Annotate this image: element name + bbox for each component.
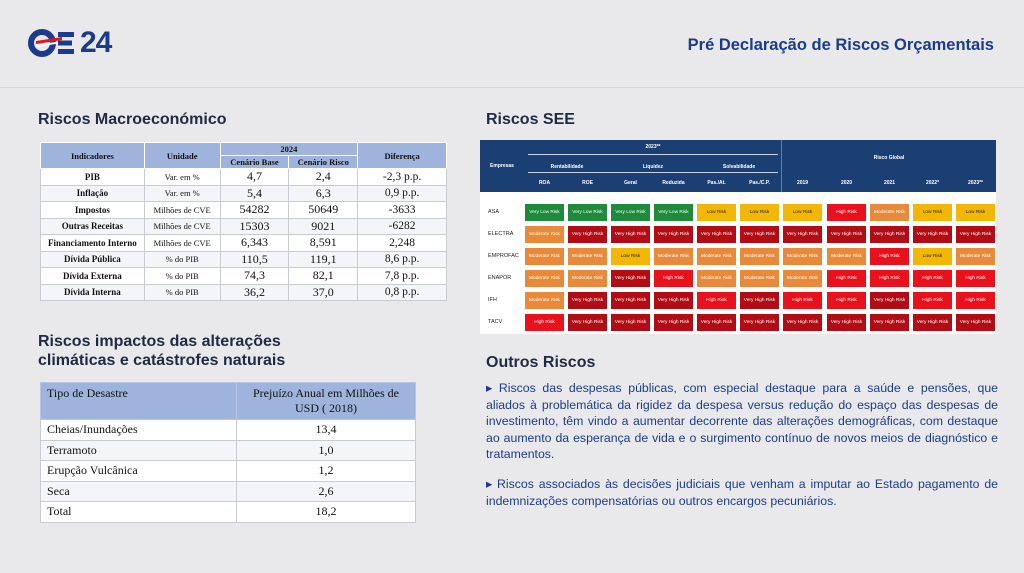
header-indicadores: Indicadores [41,143,145,169]
macro-risk-cell: 37,0 [289,284,358,301]
macro-indicator-cell: Dívida Pública [41,251,145,268]
see-risk-cell: Moderate Risk [782,247,823,266]
see-risk-cell: High Risk [955,269,996,288]
header-liquidez: Liquidez [642,164,664,170]
macro-indicator-cell: Impostos [41,202,145,219]
climate-title-line2: climáticas e catástrofes naturais [38,352,286,369]
macro-base-cell: 36,2 [220,284,289,301]
oe24-logo[interactable] [28,26,111,60]
see-risk-cell: Very Low Risk [567,203,608,222]
see-table-header [480,140,996,192]
disaster-table-row [41,440,416,461]
see-risk-cell: Very High Risk [653,291,694,310]
see-risk-cell: Very High Risk [567,225,608,244]
see-risk-cell: Very High Risk [653,313,694,332]
see-company-name: ENAPOR [488,275,512,281]
macro-table-row [41,218,447,235]
outros-riscos-text [486,380,998,522]
see-risk-cell: High Risk [912,291,953,310]
outros-paragraph-1: ▸ Riscos das despesas públicas, com especial destaque para a saúde e pensões, que aliados à problemática da rigidez da despesa versus redução do espaço das despesas de investimento, têm vindo a aumentar decorrente das alterações demográficas, com destaque ao aumento da esperança de vida e o surgimento contínuo de novos meios de diagnóstico e tratamentos. [486,381,998,462]
macro-base-cell: 5,4 [220,185,289,202]
see-risk-cell: Very High Risk [739,313,780,332]
see-risk-cell: Moderate Risk [524,247,565,266]
macro-risk-cell: 2,4 [289,169,358,186]
disaster-type-cell: Seca [41,481,237,502]
macro-table-row [41,251,447,268]
see-risk-cell: Very High Risk [739,291,780,310]
see-risk-cell: Moderate Risk [524,269,565,288]
header-col-8: 2021 [883,180,896,186]
macro-diff-cell: 0,9 p.p. [358,185,447,202]
disaster-type-cell: Cheias/Inundações [41,420,237,441]
see-risk-cell: High Risk [653,269,694,288]
macro-risk-cell: 82,1 [289,268,358,285]
see-risk-cell: Very High Risk [782,313,823,332]
header-cenario-base: Cenário Base [220,156,289,169]
macro-base-cell: 15303 [220,218,289,235]
macro-risk-cell: 8,591 [289,235,358,252]
disaster-type-cell: Erupção Vulcânica [41,461,237,482]
macro-table-row [41,268,447,285]
logo-oe-icon [28,28,78,58]
see-row [480,269,996,288]
header-rentabilidade: Rentabilidade [550,164,584,170]
climate-section-title [38,332,285,370]
see-risk-cell: Moderate Risk [696,247,737,266]
see-risk-cell: High Risk [524,313,565,332]
macro-base-cell: 110,5 [220,251,289,268]
see-risk-cell: Low Risk [912,247,953,266]
macro-unit-cell: Milhões de CVE [144,235,220,252]
macro-diff-cell: 2,248 [358,235,447,252]
header-bar [0,0,1024,88]
macro-indicator-cell: Outras Receitas [41,218,145,235]
disaster-value-cell: 1,2 [237,461,416,482]
macro-indicator-cell: Dívida Interna [41,284,145,301]
see-risk-cell: Moderate Risk [524,225,565,244]
see-risk-cell: Very High Risk [869,313,910,332]
header-col-0: ROA [538,180,551,186]
see-risk-cell: Moderate Risk [739,269,780,288]
climate-title-line1: Riscos impactos das alterações [38,333,281,350]
see-row [480,247,996,266]
macro-diff-cell: 0,8 p.p. [358,284,447,301]
header-col-6: 2019 [796,180,809,186]
macro-diff-cell: -2,3 p.p. [358,169,447,186]
macro-diff-cell: 7,8 p.p. [358,268,447,285]
see-risk-cell: Low Risk [955,203,996,222]
see-risk-cell: Moderate Risk [524,291,565,310]
see-risk-cell: Very High Risk [696,225,737,244]
macro-table-row [41,169,447,186]
header-see-year: 2023** [645,144,661,150]
macro-unit-cell: % do PIB [144,284,220,301]
see-risk-cell: Very High Risk [739,225,780,244]
see-risk-cell: High Risk [955,291,996,310]
see-risk-cell: Very High Risk [826,225,867,244]
see-risk-cell: High Risk [869,269,910,288]
disaster-table-row [41,420,416,441]
header-cenario-risco: Cenário Risco [289,156,358,169]
disaster-type-cell: Terramoto [41,440,237,461]
see-risk-cell: Moderate Risk [653,247,694,266]
disaster-table [40,382,416,523]
see-section-title: Riscos SEE [486,111,575,128]
see-risk-cell: Very High Risk [912,225,953,244]
see-row [480,291,996,310]
see-risk-cell: Very High Risk [912,313,953,332]
see-risk-cell: Low Risk [610,247,651,266]
see-risk-cell: High Risk [696,291,737,310]
header-divider [528,172,778,173]
see-risk-cell: Very High Risk [610,269,651,288]
see-risk-cell: High Risk [912,269,953,288]
header-col-1: ROE [582,180,593,186]
macro-risk-cell: 119,1 [289,251,358,268]
see-risk-cell: High Risk [826,203,867,222]
see-company-name: ASA [488,209,500,215]
header-prejuizo: Prejuízo Anual em Milhões de USD ( 2018) [237,383,416,420]
disaster-table-row [41,481,416,502]
see-risk-cell: Moderate Risk [567,247,608,266]
see-risk-cell: Very Low Risk [653,203,694,222]
see-risk-cell: Very Low Risk [524,203,565,222]
see-risk-cell: Very High Risk [567,313,608,332]
see-risk-cell: Very Low Risk [610,203,651,222]
macro-unit-cell: Milhões de CVE [144,202,220,219]
header-col-5: Pas./C.P. [749,180,770,186]
see-risk-cell: Moderate Risk [955,247,996,266]
see-risk-cell: High Risk [869,247,910,266]
header-col-10: 2023** [967,180,983,186]
see-risk-cell: Moderate Risk [782,269,823,288]
macro-diff-cell: 8,6 p.p. [358,251,447,268]
see-row [480,225,996,244]
header-unidade: Unidade [144,143,220,169]
see-row [480,203,996,222]
disaster-value-cell: 18,2 [237,502,416,523]
see-risk-cell: Moderate Risk [739,247,780,266]
logo-number: 24 [80,26,112,59]
header-divider [528,154,778,155]
macro-table-row [41,185,447,202]
see-risk-cell: Very High Risk [869,225,910,244]
see-risk-heatmap [480,140,996,334]
header-diferenca: Diferença [358,143,447,169]
macro-base-cell: 4,7 [220,169,289,186]
see-risk-cell: Moderate Risk [696,269,737,288]
macro-indicator-cell: PIB [41,169,145,186]
see-risk-cell: Moderate Risk [826,247,867,266]
header-empresas: Empresas [490,163,514,169]
see-risk-cell: Low Risk [912,203,953,222]
see-risk-cell: Very High Risk [869,291,910,310]
see-risk-cell: High Risk [826,269,867,288]
macro-base-cell: 54282 [220,202,289,219]
see-company-name: TACV [488,319,503,325]
header-year: 2024 [220,143,358,156]
see-row [480,313,996,332]
macro-risk-cell: 50649 [289,202,358,219]
header-col-9: 2022* [925,180,940,186]
macro-unit-cell: % do PIB [144,268,220,285]
see-risk-cell: Low Risk [739,203,780,222]
macro-table-row [41,284,447,301]
header-col-2: Geral [624,180,637,186]
macro-unit-cell: Var. em % [144,185,220,202]
macro-risk-cell: 9021 [289,218,358,235]
macro-table-row [41,235,447,252]
macro-table-row [41,202,447,219]
macro-unit-cell: Var. em % [144,169,220,186]
see-risk-cell: Low Risk [696,203,737,222]
macro-base-cell: 74,3 [220,268,289,285]
see-risk-cell: High Risk [826,291,867,310]
see-company-name: IFH [488,297,497,303]
header-col-3: Reduzida [662,180,685,186]
macro-indicator-cell: Financiamento Interno [41,235,145,252]
see-risk-cell: Very High Risk [782,225,823,244]
disaster-table-row [41,461,416,482]
macro-base-cell: 6,343 [220,235,289,252]
see-risk-cell: Moderate Risk [869,203,910,222]
macro-diff-cell: -3633 [358,202,447,219]
see-risk-cell: Very High Risk [696,313,737,332]
macro-risk-table [40,142,447,301]
see-risk-cell: Very High Risk [955,225,996,244]
see-company-name: EMPROFAC [488,253,519,259]
see-risk-cell: High Risk [782,291,823,310]
header-col-7: 2020 [840,180,853,186]
page-title: Pré Declaração de Riscos Orçamentais [687,36,994,54]
disaster-value-cell: 13,4 [237,420,416,441]
see-risk-cell: Low Risk [782,203,823,222]
see-risk-cell: Very High Risk [610,225,651,244]
disaster-type-cell: Total [41,502,237,523]
see-risk-cell: Very High Risk [610,313,651,332]
see-company-name: ELECTRA [488,231,514,237]
outros-paragraph-2: ▸ Riscos associados às decisões judiciais que venham a imputar ao Estado pagamento de indemnizações compensatórias ou outros encargos pecuniários. [486,476,998,508]
see-risk-cell: Very High Risk [610,291,651,310]
macro-unit-cell: % do PIB [144,251,220,268]
macro-unit-cell: Milhões de CVE [144,218,220,235]
macro-indicator-cell: Dívida Externa [41,268,145,285]
macro-section-title: Riscos Macroeconómico [38,111,227,128]
macro-diff-cell: -6282 [358,218,447,235]
header-risco-global: Risco Global [873,155,905,161]
see-risk-cell: Very High Risk [955,313,996,332]
disaster-value-cell: 1,0 [237,440,416,461]
header-tipo-desastre: Tipo de Desastre [41,383,237,420]
disaster-value-cell: 2,6 [237,481,416,502]
see-risk-cell: Moderate Risk [567,269,608,288]
see-risk-cell: Very High Risk [826,313,867,332]
header-col-4: Pas./At. [707,180,726,186]
macro-indicator-cell: Inflação [41,185,145,202]
disaster-table-row [41,502,416,523]
header-solvabilidade: Solvabilidade [722,164,756,170]
outros-section-title: Outros Riscos [486,354,596,371]
macro-risk-cell: 6,3 [289,185,358,202]
see-risk-cell: Very High Risk [567,291,608,310]
see-risk-cell: Very High Risk [653,225,694,244]
